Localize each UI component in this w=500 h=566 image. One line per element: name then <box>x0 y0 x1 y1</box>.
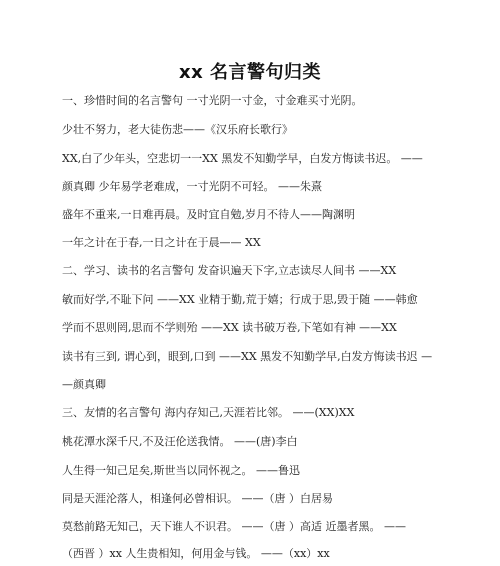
text-line: 盛年不重来,一日难再晨。及时宜自勉,岁月不待人——陶渊明 <box>62 208 355 221</box>
text-line: —颜真卿 <box>62 378 106 391</box>
text-line: 同是天涯沦落人，相逢何必曾相识。 ——（唐 ）白居易 <box>62 492 333 505</box>
text-line: 颜真卿 少年易学老难成，一寸光阴不可轻。 ——朱熹 <box>62 180 322 193</box>
text-line: 一、珍惜时间的名言警句 一寸光阴一寸金，寸金难买寸光阴。 <box>62 94 363 107</box>
text-line: 学而不思则罔,思而不学则殆 ——XX 读书破万卷,下笔如有神 ——XX <box>62 321 397 334</box>
text-line: 读书有三到, 谓心到，眼到,口到 ——XX 黑发不知勤学早,白发方悔读书迟 — <box>62 350 433 363</box>
text-line: （西晋 ）xx 人生贵相知，何用金与钱。 ——（xx）xx <box>62 547 330 560</box>
text-line: 少壮不努力，老大徒伤悲——《汉乐府长歌行》 <box>62 123 293 136</box>
text-line: XX,白了少年头，空悲切一一XX 黑发不知勤学早，白发方悔读书迟。 —— <box>62 152 423 165</box>
text-line: 二、学习、读书的名言警句 发奋识遍天下字,立志读尽人间书 ——XX <box>62 264 397 277</box>
text-line: 一年之计在于春,一日之计在于晨—— XX <box>62 236 261 249</box>
text-line: 莫愁前路无知己，天下谁人不识君。 ——（唐 ）高适 近墨者黑。 —— <box>62 520 406 533</box>
text-line: 人生得一知己足矣,斯世当以同怀视之。 ——鲁迅 <box>62 464 300 477</box>
text-line: 三、友情的名言警句 海内存知己,天涯若比邻。 ——(XX)XX <box>62 406 355 419</box>
text-line: 桃花潭水深千尺,不及汪伦送我情。 ——(唐)李白 <box>62 435 298 448</box>
text-line: 敏而好学,不耻下问 ——XX 业精于勤,荒于嬉；行成于思,毁于随 ——韩愈 <box>62 293 418 306</box>
document-title: xx 名言警句归类 <box>179 62 321 83</box>
